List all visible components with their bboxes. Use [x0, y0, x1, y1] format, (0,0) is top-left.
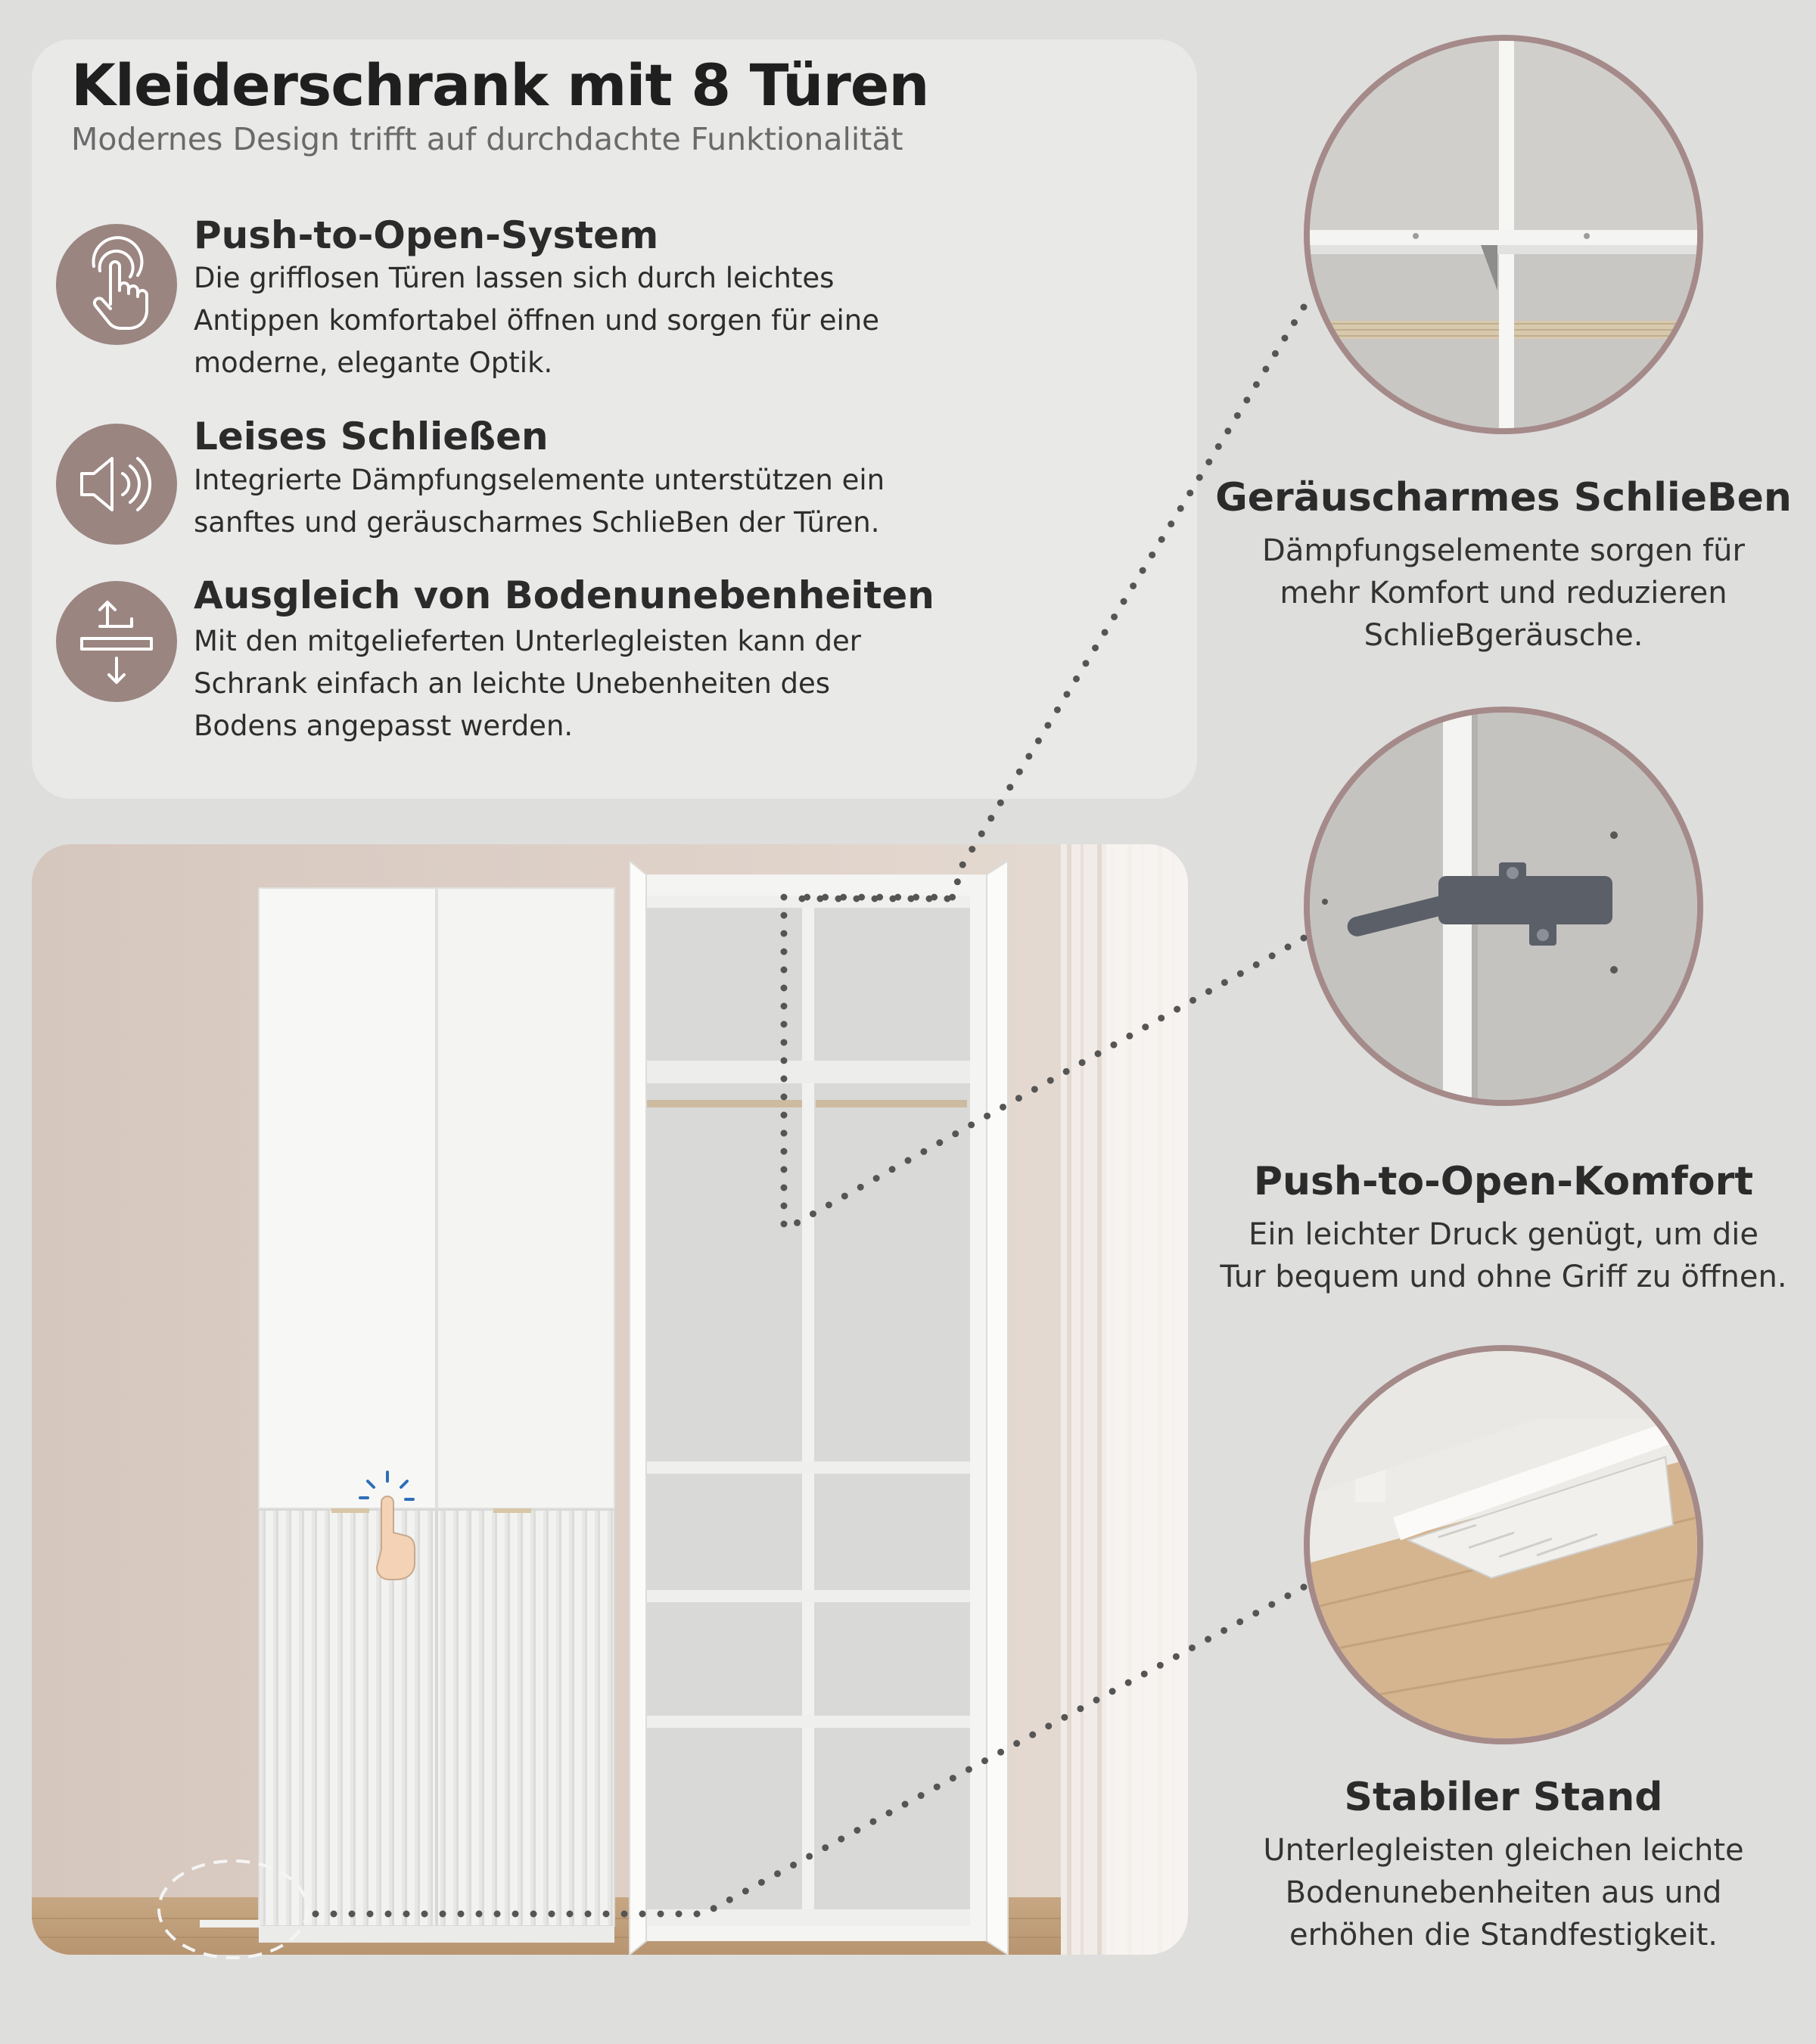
feature-line: sanftes und geräuscharmes SchlieBen der Türen. [194, 506, 880, 539]
callout-line: Ein leichter Druck genügt, um die [1248, 1217, 1758, 1252]
feature-line: Mit den mitgelieferten Unterlegleisten kann der [194, 625, 862, 657]
callout-line: Bodenunebenheiten aus und [1285, 1875, 1722, 1910]
leveling-highlight-ellipse [159, 1861, 307, 1958]
feature-line: Schrank einfach an leichte Unebenheiten des [194, 667, 831, 700]
feature-line: Bodens angepasst werden. [194, 710, 574, 742]
page-title: Kleiderschrank mit 8 Türen [71, 51, 929, 119]
page-subtitle: Modernes Design trifft auf durchdachte Funktionalität [71, 121, 903, 157]
callout-line: Dämpfungselemente sorgen für [1262, 533, 1745, 568]
feature-line: Die grifflosen Türen lassen sich durch leichtes [194, 262, 835, 294]
leader-line-push-latch [787, 938, 1304, 1229]
callout-title: Push-to-Open-Komfort [1253, 1159, 1754, 1204]
feature-title: Ausgleich von Bodenunebenheiten [194, 573, 934, 617]
leader-line-damping [802, 307, 1304, 900]
feature-line: moderne, elegante Optik. [194, 346, 553, 379]
leader-line-leveling-strip [310, 1587, 1304, 1914]
callout-line: erhöhen die Standfestigkeit. [1289, 1918, 1718, 1952]
feature-title: Push-to-Open-System [194, 213, 659, 257]
callout-line: mehr Komfort und reduzieren [1280, 576, 1727, 610]
callout-line: Unterlegleisten gleichen leichte [1263, 1833, 1744, 1868]
feature-line: Integrierte Dämpfungselemente unterstützen ein [194, 464, 885, 496]
callout-line: SchlieBgeräusche. [1364, 618, 1643, 653]
feature-title: Leises Schließen [194, 415, 549, 458]
callout-title: Geräuscharmes SchlieBen [1215, 475, 1792, 520]
feature-line: Antippen komfortabel öffnen und sorgen für eine [194, 304, 879, 337]
callout-title: Stabiler Stand [1344, 1775, 1663, 1820]
callout-line: Tur bequem und ohne Griff zu öffnen. [1220, 1260, 1787, 1294]
